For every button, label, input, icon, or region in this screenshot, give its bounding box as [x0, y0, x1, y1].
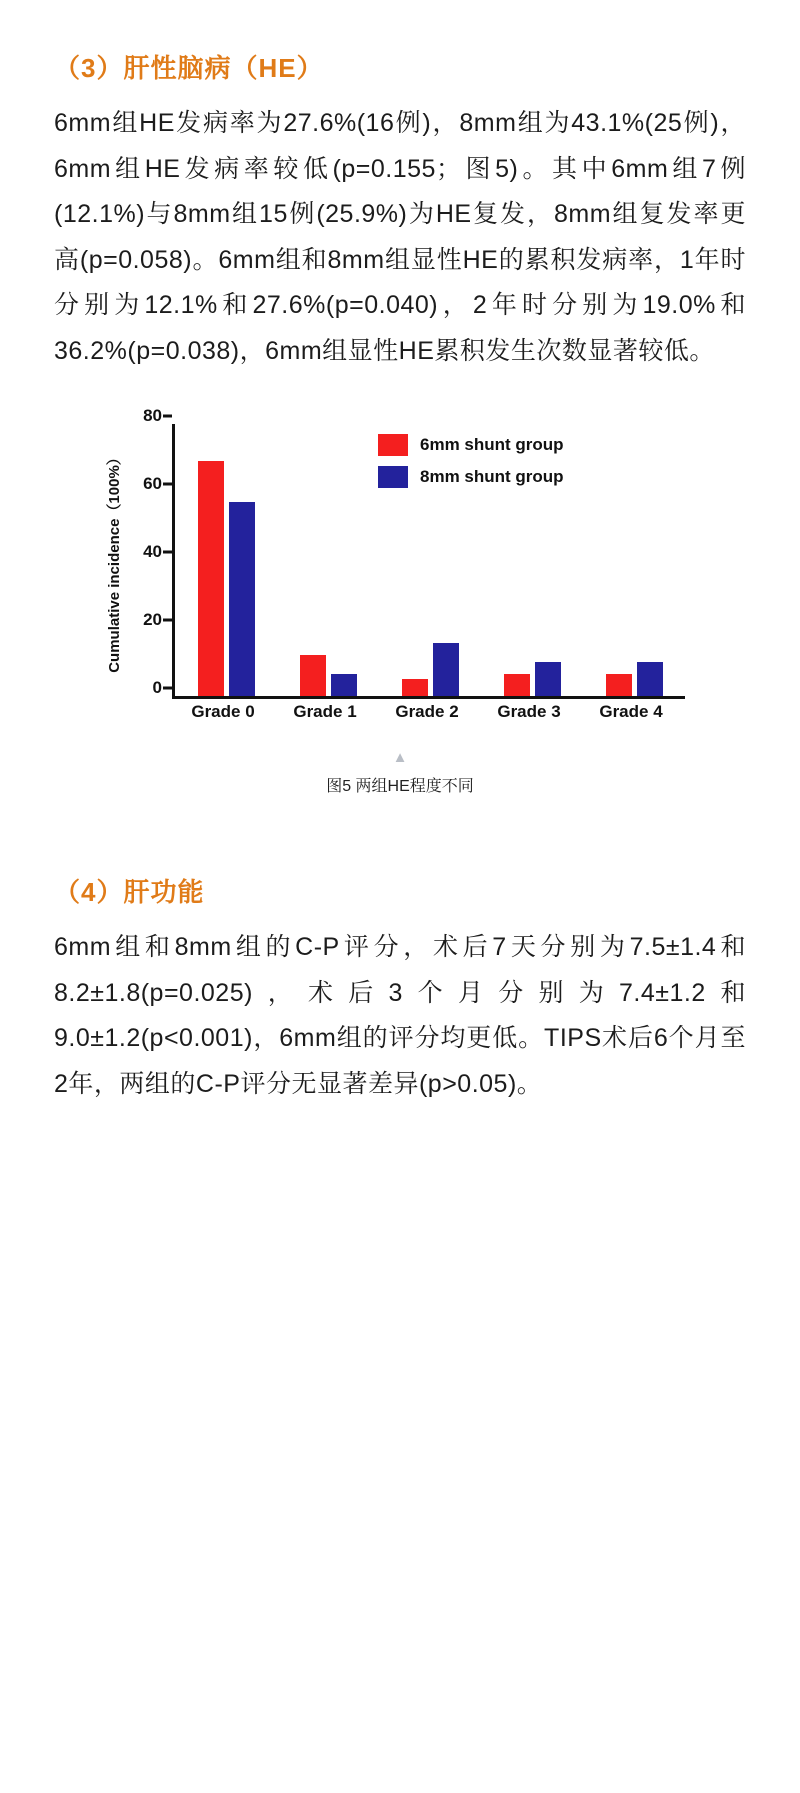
chart-legend-swatch: [378, 434, 408, 456]
chart-bar: [229, 502, 255, 696]
chart-bar: [331, 674, 357, 696]
chart-y-tick-label: 0: [152, 678, 162, 697]
chart-bar: [504, 674, 530, 696]
chart-bar: [606, 674, 632, 696]
chart-legend: [378, 434, 564, 488]
chart-y-tick-mark: [163, 483, 172, 486]
chart-bar-group: [175, 424, 277, 696]
chart-y-tick-mark: [163, 551, 172, 554]
section-heading-liver-function: （4）肝功能: [54, 877, 205, 907]
chart-bar: [535, 662, 561, 696]
chart-y-tick-label: 20: [143, 610, 162, 629]
chart-x-tick-label: Grade 3: [497, 702, 561, 721]
chart-y-ticks: [100, 406, 172, 697]
figure-caret-icon: ▲: [392, 749, 408, 766]
section-paragraph-he: 6mm组HE发病率为27.6%(16例)，8mm组为43.1%(25例)，6mm组HE发病率较低(p=0.155；图5)。其中6mm组7例(12.1%)与8mm组15例(25.9%)为HE复发，8mm组复发率更高(p=0.058)。6mm组和8mm组显性HE的累积发病率，1年时分别为12.1%和27.6%(p=0.040)，2年时分别为19.0%和36.2%(p=0.038)，6mm组显性HE累积发生次数显著较低。: [54, 109, 746, 365]
chart-x-tick-label: Grade 4: [599, 702, 663, 721]
chart-x-ticks: [172, 702, 682, 722]
chart-bar: [433, 643, 459, 696]
chart-bar: [300, 655, 326, 696]
chart-y-tick-label: 80: [143, 406, 162, 425]
chart-legend-swatch: [378, 466, 408, 488]
section-spacer: [54, 806, 746, 860]
chart-y-tick-mark: [163, 415, 172, 418]
chart-bar: [637, 662, 663, 696]
chart-bar: [402, 679, 428, 696]
chart-y-tick-label: 40: [143, 542, 162, 561]
chart-x-tick-label: Grade 2: [395, 702, 459, 721]
chart-y-tick-label: 60: [143, 474, 162, 493]
section-heading-he: （3）肝性脑病（HE）: [54, 53, 324, 83]
chart-y-tick-mark: [163, 687, 172, 690]
chart-bar: [198, 461, 224, 696]
chart-y-axis-label-text: Cumulative incidence（100%）: [105, 449, 123, 673]
chart-x-tick-label: Grade 1: [293, 702, 357, 721]
chart-bar-group: [583, 424, 685, 696]
chart-y-tick-mark: [163, 619, 172, 622]
chart-legend-item: [378, 466, 564, 488]
bar-chart: [100, 406, 700, 746]
chart-legend-label: 6mm shunt group: [420, 435, 564, 454]
chart-x-tick-label: Grade 0: [191, 702, 255, 721]
chart-legend-label: 8mm shunt group: [420, 467, 564, 486]
figure-5: [54, 406, 746, 796]
section-paragraph-liver-function: 6mm组和8mm组的C-P评分，术后7天分别为7.5±1.4和8.2±1.8(p=0.025)，术后3个月分别为7.4±1.2和9.0±1.2(p<0.001)，6mm组的评分均更低。TIPS术后6个月至2年，两组的C-P评分无显著差异(p>0.05)。: [54, 933, 746, 1098]
figure-caption: 图5 两组HE程度不同: [326, 778, 474, 795]
chart-bar-group: [277, 424, 379, 696]
chart-legend-item: [378, 434, 564, 456]
